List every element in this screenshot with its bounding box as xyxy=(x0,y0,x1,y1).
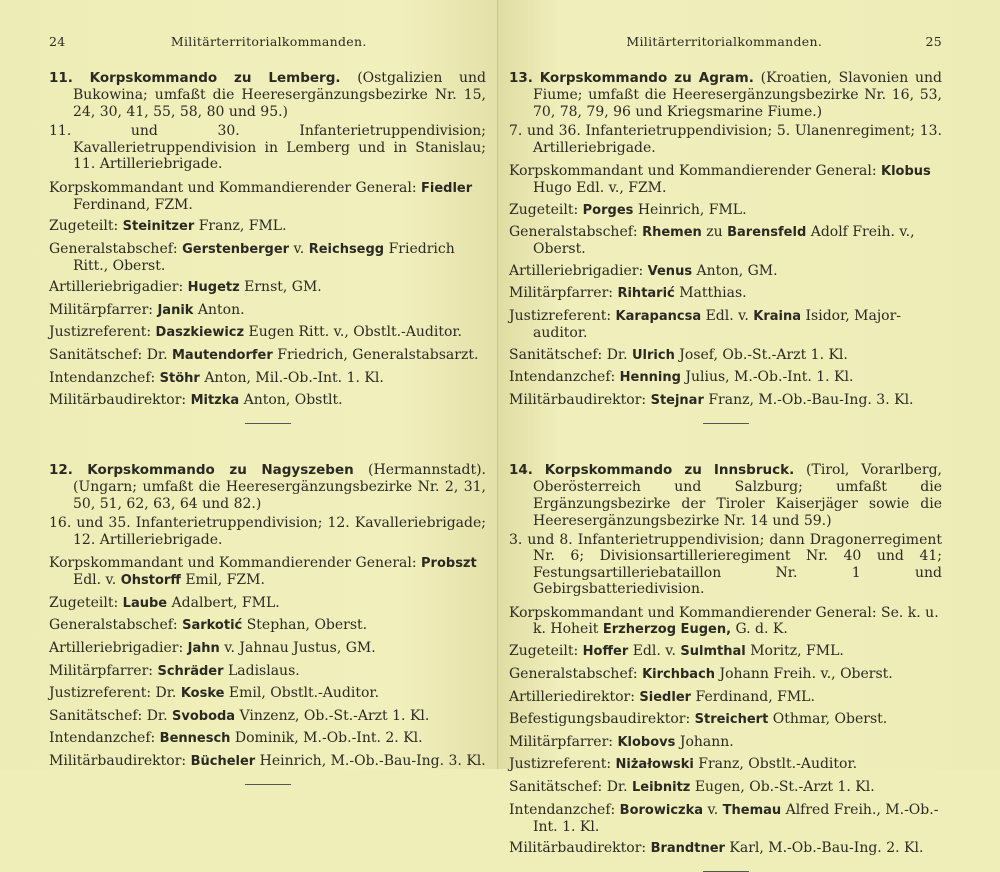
staff-name: Stöhr xyxy=(159,370,200,386)
staff-name: Gerstenberger xyxy=(182,241,290,257)
staff-name: Janik xyxy=(157,302,194,318)
staff-name: Leibnitz xyxy=(632,779,691,795)
staff-name: Bennesch xyxy=(159,731,231,747)
staff-name: Klobovs xyxy=(617,734,676,750)
staff-list xyxy=(509,163,942,409)
staff-entry xyxy=(509,308,942,341)
staff-name: Brandtner xyxy=(650,841,725,857)
staff-name: Rhemen xyxy=(642,225,702,241)
staff-role: Intendanzchef: xyxy=(49,730,156,747)
section-heading xyxy=(509,462,942,530)
staff-entry xyxy=(509,734,942,751)
staff-name: Karapancsa xyxy=(615,308,702,324)
staff-name: Venus xyxy=(647,263,693,279)
staff-name: Henning xyxy=(619,370,681,386)
section-scope: (Hermannstadt). (Ungarn; umfaßt die Heeresergänzungsbezirke Nr. 2, 31, 50, 51, 62, 63, 64 und 82.) xyxy=(73,462,486,513)
staff-entry xyxy=(49,218,486,235)
section-divider xyxy=(703,423,749,424)
staff-entry xyxy=(49,753,486,770)
staff-name: Klobus xyxy=(881,164,931,179)
staff-role: Korpskommandant und Kommandierender General: Se. k. u. k. Hoheit xyxy=(509,604,939,637)
staff-detail: Anton. xyxy=(197,301,245,318)
staff-name-second: Reichsegg xyxy=(308,241,385,257)
section-units: 3. und 8. Infanterietruppendivision; dann Dragonerregiment Nr. 6; Divisionsartillerieregiment Nr. 40 und 41; Festungsartilleriebataillon Nr. 1 und Gebirgsbatteriedivision. xyxy=(509,531,942,598)
staff-entry xyxy=(509,224,942,257)
running-header-right xyxy=(509,30,942,52)
staff-detail: Vinzenz, Ob.-St.-Arzt 1. Kl. xyxy=(239,707,430,724)
staff-name: Fiedler xyxy=(421,180,473,196)
staff-detail: Josef, Ob.-St.-Arzt 1. Kl. xyxy=(679,346,848,363)
running-title: Militärterritorialkommanden. xyxy=(170,33,367,49)
section-title: Korpskommando zu Nagyszeben xyxy=(87,462,354,479)
staff-entry xyxy=(509,666,942,683)
staff-list xyxy=(509,605,942,857)
staff-detail-second: Emil, FZM. xyxy=(185,572,265,589)
left-page xyxy=(0,0,500,769)
staff-entry xyxy=(509,689,942,706)
staff-detail: Franz, M.-Ob.-Bau-Ing. 3. Kl. xyxy=(708,391,914,408)
staff-detail: Franz, FML. xyxy=(198,218,287,235)
staff-name-second: Barensfeld xyxy=(727,225,807,241)
staff-name: Stejnar xyxy=(650,392,704,408)
staff-role: Militärpfarrer: xyxy=(49,662,154,679)
staff-entry xyxy=(509,802,942,835)
corps-section xyxy=(49,70,486,424)
staff-detail: Dominik, M.-Ob.-Int. 2. Kl. xyxy=(234,730,423,747)
staff-role: Artilleriedirektor: xyxy=(509,688,635,705)
staff-name: Schräder xyxy=(157,663,224,679)
corps-section xyxy=(509,462,942,872)
staff-name: Svoboda xyxy=(172,708,236,724)
staff-name: Niżałowski xyxy=(615,757,694,773)
section-divider xyxy=(245,423,291,424)
staff-detail: Franz, Obstlt.-Auditor. xyxy=(698,756,858,773)
staff-detail: G. d. K. xyxy=(735,620,788,637)
staff-entry xyxy=(509,285,942,302)
staff-detail: Edl. v. xyxy=(705,307,749,324)
staff-entry xyxy=(49,617,486,634)
staff-name: Porges xyxy=(582,202,634,218)
staff-role: Zugeteilt: xyxy=(49,218,119,235)
staff-detail: Othmar, Oberst. xyxy=(772,711,888,728)
staff-role: Artilleriebrigadier: xyxy=(49,279,184,296)
staff-detail: Karl, M.-Ob.-Bau-Ing. 2. Kl. xyxy=(729,840,924,857)
section-title: Korpskommando zu Innsbruck. xyxy=(544,461,795,478)
section-divider xyxy=(245,784,291,785)
staff-role: Artilleriebrigadier: xyxy=(49,640,184,657)
staff-role: Militärbaudirektor: xyxy=(49,753,187,769)
staff-name: Hugetz xyxy=(187,280,240,296)
staff-entry xyxy=(49,595,486,612)
staff-role: Korpskommandant und Kommandierender General: xyxy=(49,555,417,572)
staff-detail: Hugo Edl. v., FZM. xyxy=(533,180,667,196)
staff-name: Bücheler xyxy=(190,754,256,769)
staff-entry xyxy=(509,711,942,728)
staff-detail: Anton, Mil.-Ob.-Int. 1. Kl. xyxy=(204,369,384,386)
staff-detail-second: Adolf Freih. v., Oberst. xyxy=(533,224,915,258)
staff-detail: Emil, Obstlt.-Auditor. xyxy=(228,685,380,702)
staff-entry xyxy=(509,840,942,857)
staff-entry xyxy=(509,392,942,409)
staff-role: Befestigungsbaudirektor: xyxy=(509,711,691,728)
staff-entry xyxy=(49,180,486,213)
staff-detail: Eugen, Ob.-St.-Arzt 1. Kl. xyxy=(694,778,875,795)
right-page xyxy=(500,0,1000,857)
staff-role: Zugeteilt: xyxy=(49,594,119,611)
staff-detail: Ernst, GM. xyxy=(244,279,322,296)
staff-entry xyxy=(49,685,486,702)
staff-role: Justizreferent: xyxy=(509,307,612,324)
staff-detail: Julius, M.-Ob.-Int. 1. Kl. xyxy=(685,369,854,386)
staff-name: Mautendorfer xyxy=(172,348,273,364)
running-header-left xyxy=(49,30,486,52)
staff-entry xyxy=(49,302,486,319)
staff-role: Militärpfarrer: xyxy=(509,285,614,302)
staff-detail: Heinrich, FML. xyxy=(637,201,747,218)
staff-role: Militärpfarrer: xyxy=(509,733,614,750)
staff-role: Zugeteilt: xyxy=(509,643,579,660)
staff-role: Militärbaudirektor: xyxy=(509,840,647,857)
staff-detail-second: Moritz, FML. xyxy=(750,643,844,660)
staff-role: Artilleriebrigadier: xyxy=(509,262,644,279)
section-units: 11. und 30. Infanterietruppendivision; Kavallerietruppendivision in Lemberg und in Stanislau; 11. Artilleriebrigade. xyxy=(49,123,486,172)
staff-role: Korpskommandant und Kommandierender General: xyxy=(509,163,877,179)
staff-detail: v. Jahnau Justus, GM. xyxy=(224,640,376,657)
staff-detail: Edl. v. xyxy=(73,572,117,589)
corps-section xyxy=(49,462,486,785)
staff-role: Sanitätschef: Dr. xyxy=(509,778,628,795)
staff-role: Justizreferent: Dr. xyxy=(49,685,177,702)
staff-role: Sanitätschef: Dr. xyxy=(509,346,628,363)
section-heading xyxy=(49,70,486,121)
staff-name-second: Themau xyxy=(722,802,782,818)
staff-entry xyxy=(49,708,486,725)
section-units: 16. und 35. Infanterietruppendivision; 12. Kavalleriebrigade; 12. Artilleriebrigade. xyxy=(49,515,486,548)
staff-role: Generalstabschef: xyxy=(49,617,178,634)
staff-role: Militärbaudirektor: xyxy=(49,392,187,409)
staff-name: Rihtarić xyxy=(617,286,675,302)
staff-role: Militärbaudirektor: xyxy=(509,391,647,408)
staff-role: Generalstabschef: xyxy=(509,224,638,241)
section-title: Korpskommando zu Lemberg. xyxy=(89,70,341,86)
staff-detail: Ferdinand, FZM. xyxy=(73,196,193,213)
staff-name: Laube xyxy=(122,595,168,611)
staff-role: Justizreferent: xyxy=(509,756,612,773)
staff-name: Daszkiewicz xyxy=(155,325,245,341)
staff-name: Borowiczka xyxy=(619,802,704,818)
section-number: 14. xyxy=(509,461,533,478)
staff-detail: Johann Freih. v., Oberst. xyxy=(719,665,893,682)
staff-detail: Edl. v. xyxy=(632,643,676,660)
staff-role: Generalstabschef: xyxy=(509,665,638,682)
staff-entry xyxy=(509,756,942,773)
staff-entry xyxy=(509,263,942,280)
staff-detail: Stephan, Oberst. xyxy=(246,617,368,634)
staff-detail-second: Isidor, Major-auditor. xyxy=(533,307,902,341)
staff-name: Kirchbach xyxy=(642,666,716,682)
page-number: 25 xyxy=(925,33,942,49)
staff-entry xyxy=(509,163,942,196)
staff-detail-second: Alfred Freih., M.-Ob.-Int. 1. Kl. xyxy=(533,801,939,835)
staff-entry xyxy=(49,279,486,296)
staff-name-second: Kraina xyxy=(753,308,802,324)
staff-role: Sanitätschef: Dr. xyxy=(49,347,168,364)
staff-entry xyxy=(49,241,486,274)
staff-entry xyxy=(509,202,942,219)
staff-detail: Anton, GM. xyxy=(696,262,778,279)
section-heading xyxy=(509,70,942,121)
staff-list xyxy=(49,180,486,410)
staff-role: Sanitätschef: Dr. xyxy=(49,707,168,724)
section-number: 12. xyxy=(49,462,73,479)
staff-role: Zugeteilt: xyxy=(509,201,579,218)
staff-detail: zu xyxy=(706,224,723,241)
staff-entry xyxy=(509,605,942,638)
section-number: 13. xyxy=(509,70,533,86)
staff-name: Streichert xyxy=(694,712,769,728)
section-scope: (Kroatien, Slavonien und Fiume; umfaßt die Heeresergänzungsbezirke Nr. 16, 53, 70, 78, 79, 96 und Kriegsmarine Fiume.) xyxy=(533,70,942,120)
staff-role: Militärpfarrer: xyxy=(49,301,154,318)
staff-detail: Anton, Obstlt. xyxy=(243,392,343,409)
section-scope: (Tirol, Vorarlberg, Oberösterreich und Salzburg; umfaßt die Ergänzungsbezirke der Tiroler Kaiserjäger sowie die Heeresergänzungsbezirke Nr. 14 und 59.) xyxy=(533,461,943,529)
staff-name: Probszt xyxy=(421,556,477,572)
section-heading xyxy=(49,462,486,513)
section-units: 7. und 36. Infanterietruppendivision; 5. Ulanenregiment; 13. Artilleriebrigade. xyxy=(509,123,942,156)
staff-name: Koske xyxy=(180,686,225,702)
staff-detail: Ladislaus. xyxy=(227,662,300,679)
staff-detail: v. xyxy=(707,801,719,818)
staff-entry xyxy=(49,555,486,589)
staff-detail: Friedrich, Generalstabsarzt. xyxy=(277,347,479,364)
staff-entry xyxy=(509,347,942,364)
staff-name: Mitzka xyxy=(190,393,240,409)
running-title: Militärterritorialkommanden. xyxy=(626,33,823,49)
staff-entry xyxy=(49,370,486,387)
staff-detail: Heinrich, M.-Ob.-Bau-Ing. 3. Kl. xyxy=(259,753,486,769)
staff-name: Jahn xyxy=(187,641,220,657)
staff-detail: Eugen Ritt. v., Obstlt.-Auditor. xyxy=(248,324,462,341)
staff-role: Intendanzchef: xyxy=(509,801,616,818)
staff-entry xyxy=(49,640,486,657)
staff-name: Sarkotić xyxy=(182,618,243,634)
staff-entry xyxy=(49,392,486,409)
staff-list xyxy=(49,555,486,770)
staff-entry xyxy=(509,643,942,660)
staff-detail: Johann. xyxy=(679,733,734,750)
staff-detail: Matthias. xyxy=(679,285,747,302)
staff-role: Generalstabschef: xyxy=(49,240,178,257)
staff-name-particle: v. xyxy=(293,240,305,257)
staff-entry xyxy=(509,369,942,386)
section-number: 11. xyxy=(49,70,73,86)
staff-entry xyxy=(49,324,486,341)
staff-detail: Adalbert, FML. xyxy=(171,594,280,611)
staff-name-second: Ohstorff xyxy=(120,573,181,589)
staff-detail: Ferdinand, FML. xyxy=(695,688,815,705)
staff-name-second: Sulmthal xyxy=(680,644,746,660)
staff-role: Intendanzchef: xyxy=(509,369,616,386)
staff-entry xyxy=(509,779,942,796)
staff-name: Steinitzer xyxy=(122,219,195,235)
section-title: Korpskommando zu Agram. xyxy=(539,70,754,86)
corps-section xyxy=(509,70,942,424)
staff-name: Hoffer xyxy=(582,644,629,660)
staff-role: Korpskommandant und Kommandierender General: xyxy=(49,179,417,196)
staff-entry xyxy=(49,663,486,680)
staff-detail: Friedrich Ritt., Oberst. xyxy=(73,240,455,274)
staff-role: Intendanzchef: xyxy=(49,369,156,386)
page-number: 24 xyxy=(49,33,66,49)
staff-name: Siedler xyxy=(639,689,692,705)
section-scope: (Ostgalizien und Bukowina; umfaßt die Heeresergänzungsbezirke Nr. 15, 24, 30, 41, 55, 58, 80 und 95.) xyxy=(73,70,487,120)
staff-entry xyxy=(49,730,486,747)
staff-entry xyxy=(49,347,486,364)
staff-name: Erzherzog Eugen, xyxy=(602,621,732,637)
staff-name: Ulrich xyxy=(632,347,675,363)
staff-role: Justizreferent: xyxy=(49,324,152,341)
